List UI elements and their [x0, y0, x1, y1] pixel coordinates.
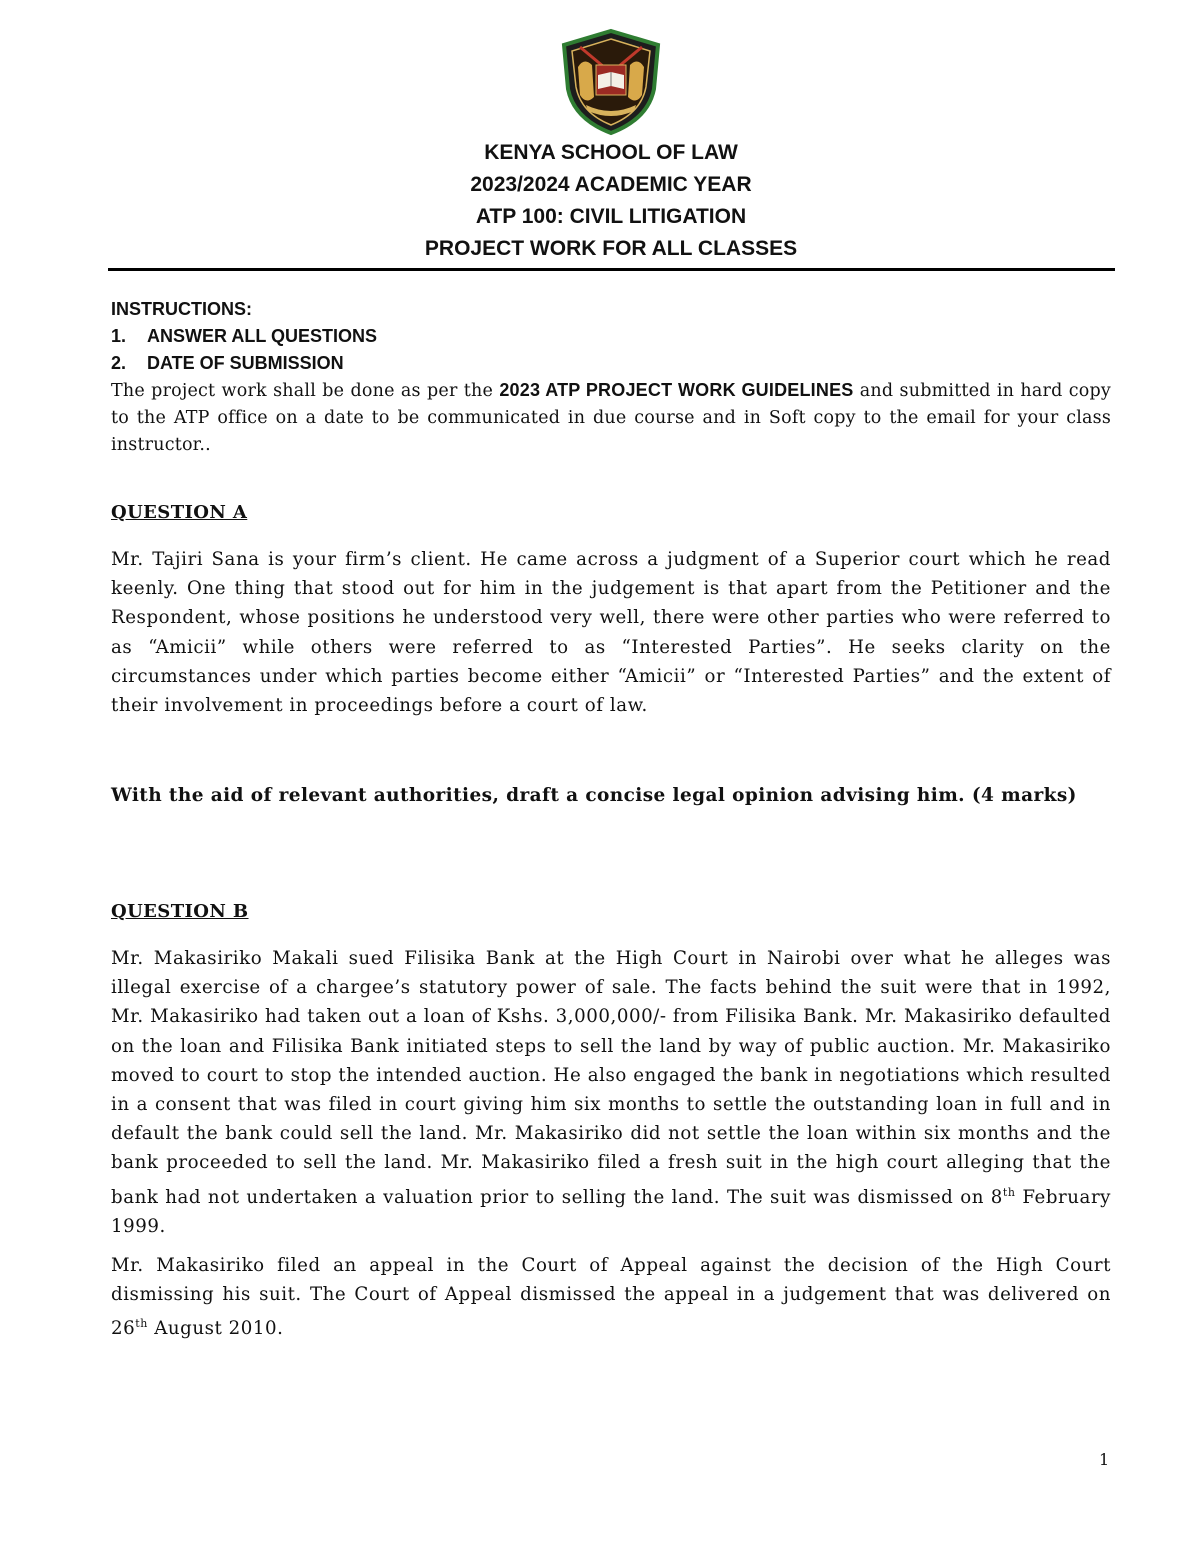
guidelines-reference: 2023 ATP PROJECT WORK GUIDELINES	[499, 380, 854, 400]
kenya-school-of-law-crest-logo	[556, 27, 666, 137]
instruction-item	[111, 350, 1111, 377]
instruction-item	[111, 323, 1111, 350]
question-a-paragraph: Mr. Tajiri Sana is your firm’s client. He came across a judgment of a Superior court which he read keenly. One thing that stood out for him in the judgement is that apart from the Petitioner and the Respondent, whose positions he understood very well, there were other parties who were referred to as “Amicii” while others were referred to as “Interested Parties”. He seeks clarity on the circumstances under which parties become either “Amicii” or “Interested Parties” and the extent of their involvement in proceedings before a court of law.	[111, 549, 1111, 717]
instruction-text: ANSWER ALL QUESTIONS	[147, 326, 378, 346]
header-divider	[108, 268, 1115, 271]
question-a-title: QUESTION A	[111, 502, 248, 523]
course-title: ATP 100: CIVIL LITIGATION	[475, 205, 747, 228]
instructions-list	[111, 323, 1111, 377]
document-title: PROJECT WORK FOR ALL CLASSES	[424, 237, 798, 260]
instruction-number: 1.	[111, 326, 127, 346]
academic-year: 2023/2024 ACADEMIC YEAR	[470, 173, 752, 196]
page-number: 1	[1099, 1450, 1110, 1469]
question-b-paragraph-1: Mr. Makasiriko Makali sued Filisika Bank at the High Court in Nairobi over what he alleges was illegal exercise of a chargee’s statutory power of sale. The facts behind the suit were that in 1992, Mr. Makasiriko had taken out a loan of Kshs. 3,000,000/- from Filisika Bank. Mr. Makasiriko defaulted on the loan and Filisika Bank initiated steps to sell the land by way of public auction. Mr. Makasiriko moved to court to stop the intended auction. He also engaged the bank in negotiations which resulted in a consent that was filed in court giving him six months to settle the outstanding loan in full and in default the bank could sell the land. Mr. Makasiriko did not settle the loan within six months and the bank proceeded to sell the land. Mr. Makasiriko filed a fresh suit in the high court alleging that the bank had not undertaken a valuation prior to selling the land. The suit was dismissed on 8th February 1999.	[111, 948, 1112, 1237]
question-b-paragraph-2: Mr. Makasiriko filed an appeal in the Court of Appeal against the decision of the High Court dismissing his suit. The Court of Appeal dismissed the appeal in a judgement that was delivered on 26th August 2010.	[111, 1255, 1111, 1340]
submission-details: The project work shall be done as per the 2023 ATP PROJECT WORK GUIDELINES and submitted in hard copy to the ATP office on a date to be communicated in due course and in Soft copy to the email for your class instructor..	[111, 380, 1111, 455]
document-header	[0, 137, 1200, 265]
instruction-text: DATE OF SUBMISSION	[147, 353, 344, 373]
instruction-number: 2.	[111, 353, 127, 373]
question-a-task: With the aid of relevant authorities, draft a concise legal opinion advising him. (4 marks)	[111, 785, 1077, 806]
question-b-title: QUESTION B	[111, 901, 249, 922]
institution-name: KENYA SCHOOL OF LAW	[484, 141, 738, 164]
instructions-section	[111, 296, 1111, 459]
instructions-heading: INSTRUCTIONS:	[111, 299, 252, 319]
